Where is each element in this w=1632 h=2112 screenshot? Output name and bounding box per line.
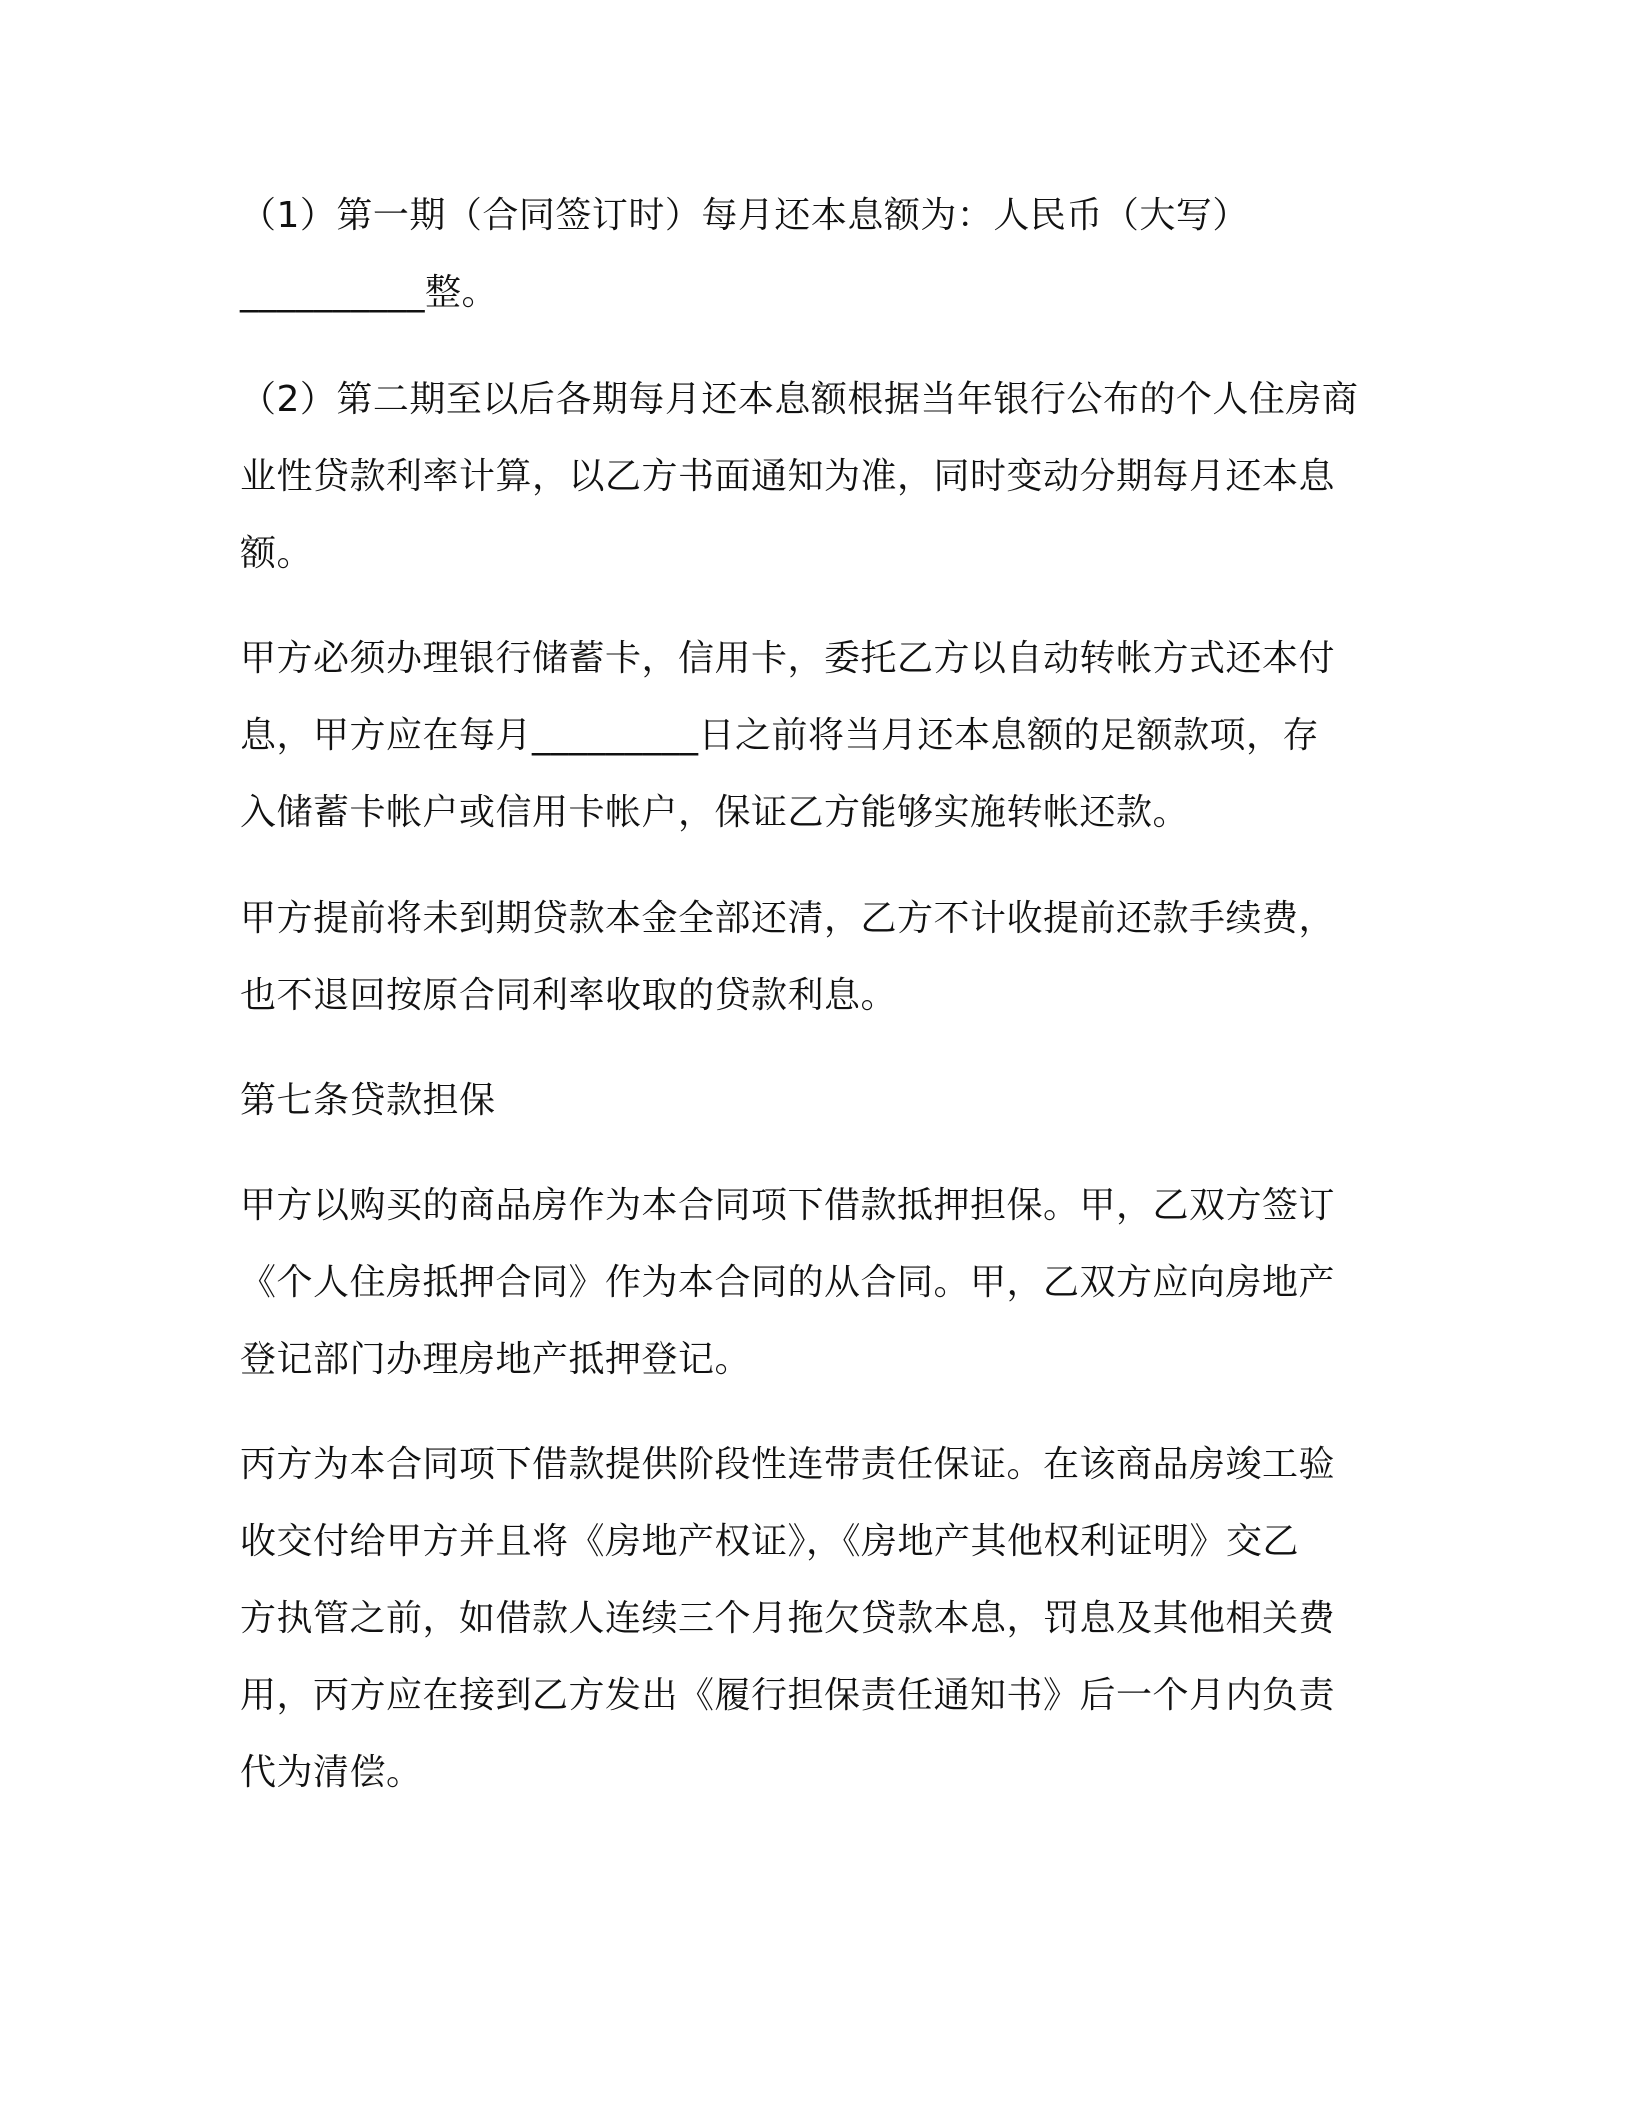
text-line: 收交付给甲方并且将《房地产权证》，《房地产其他权利证明》交乙: [240, 1521, 1300, 1562]
text-line: 方执管之前，如借款人连续三个月拖欠贷款本息，罚息及其他相关费: [240, 1598, 1336, 1639]
text-line: __________整。: [240, 272, 499, 313]
section-heading-article-seven: [240, 1062, 1380, 1139]
text-line: （1）第一期（合同签订时）每月还本息额为：人民币（大写）: [240, 195, 1249, 236]
text-line: 入储蓄卡帐户或信用卡帐户，保证乙方能够实施转帐还款。: [240, 792, 1190, 833]
text-line: 《个人住房抵押合同》作为本合同的从合同。甲，乙双方应向房地产: [240, 1262, 1336, 1303]
heading-text: 第七条贷款担保: [240, 1080, 496, 1121]
paragraph-early-repayment: [240, 880, 1380, 1034]
text-line: 登记部门办理房地产抵押登记。: [240, 1339, 752, 1380]
paragraph-auto-transfer: [240, 620, 1380, 851]
text-line: 甲方提前将未到期贷款本金全部还清，乙方不计收提前还款手续费，: [240, 898, 1336, 939]
text-line: 也不退回按原合同利率收取的贷款利息。: [240, 975, 898, 1016]
text-line: 甲方必须办理银行储蓄卡，信用卡，委托乙方以自动转帐方式还本付: [240, 638, 1336, 679]
text-line: 业性贷款利率计算，以乙方书面通知为准，同时变动分期每月还本息: [240, 456, 1336, 497]
paragraph-repayment-first-period: [240, 177, 1380, 331]
text-line: 额。: [240, 533, 314, 574]
paragraph-mortgage-guarantee: [240, 1167, 1380, 1398]
text-line: 丙方为本合同项下借款提供阶段性连带责任保证。在该商品房竣工验: [240, 1444, 1336, 1485]
text-line: 代为清偿。: [240, 1752, 423, 1793]
text-line: （2）第二期至以后各期每月还本息额根据当年银行公布的个人住房商: [240, 379, 1359, 420]
paragraph-joint-liability: [240, 1426, 1380, 1811]
text-line: 用，丙方应在接到乙方发出《履行担保责任通知书》后一个月内负责: [240, 1675, 1336, 1716]
text-line: 甲方以购买的商品房作为本合同项下借款抵押担保。甲，乙双方签订: [240, 1185, 1336, 1226]
text-line: 息，甲方应在每月_________日之前将当月还本息额的足额款项，存: [240, 715, 1320, 756]
paragraph-repayment-later-periods: [240, 361, 1380, 592]
